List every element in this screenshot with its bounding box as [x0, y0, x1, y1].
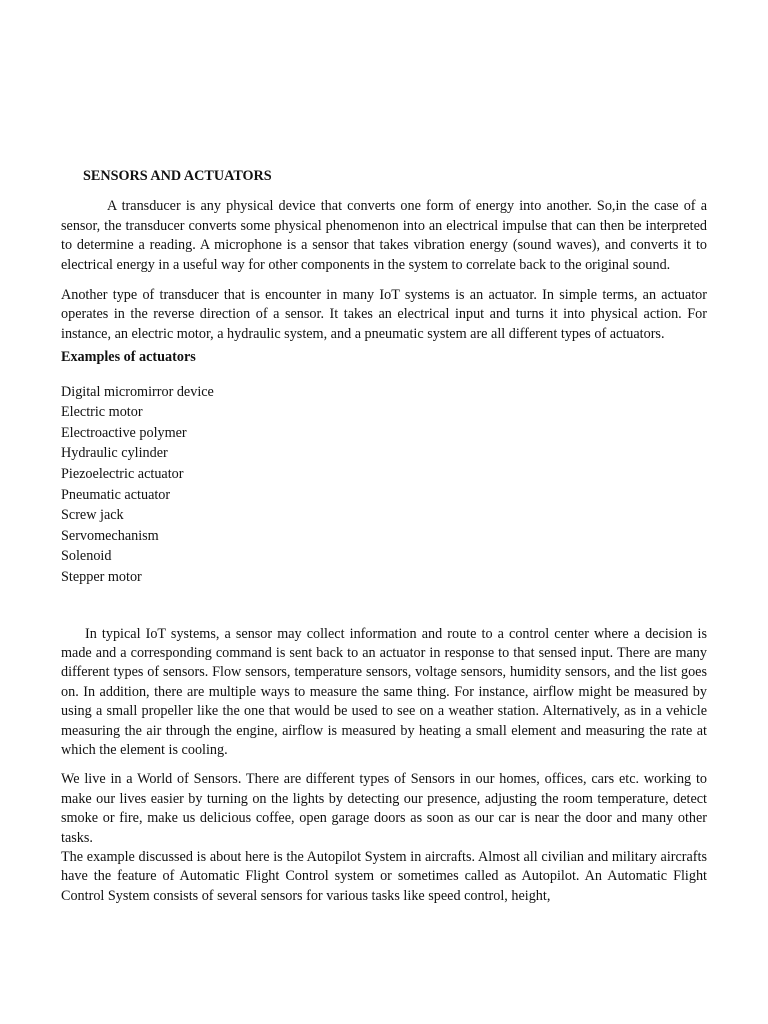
document-body	[61, 167, 707, 906]
examples-heading: Examples of actuators	[61, 349, 196, 366]
list-item: Solenoid	[61, 548, 112, 565]
list-item: Servomechanism	[61, 527, 159, 544]
paragraph-autopilot: The example discussed is about here is the Autopilot System in aircrafts. Almost all civilian and military aircrafts have the feature of Automatic Flight Control system or sometimes called as Autopilot. An Automatic Flight Control System consists of several sensors for various tasks like speed control, height,	[61, 849, 707, 904]
paragraph-iot-systems: In typical IoT systems, a sensor may collect information and route to a control center where a decision is made and a corresponding command is sent back to an actuator in response to that sensed input. There are many different types of sensors. Flow sensors, temperature sensors, voltage sensors, humidity sensors, and the list goes on. In addition, there are multiple ways to measure the same thing. For instance, airflow might be measured by using a small propeller like the one that would be used to see on a weather station. Alternatively, as in a vehicle measuring the air through the engine, airflow is measured by heating a small element and measuring the rate at which the element is cooling.	[61, 625, 707, 759]
paragraph-actuator: Another type of transducer that is encounter in many IoT systems is an actuator. In simple terms, an actuator operates in the reverse direction of a sensor. It takes an electrical input and turns it into physical action. For instance, an electric motor, a hydraulic system, and a pneumatic system are all different types of actuators.	[61, 287, 707, 342]
list-item: Electroactive polymer	[61, 424, 187, 441]
list-item: Hydraulic cylinder	[61, 445, 168, 462]
list-item: Stepper motor	[61, 569, 142, 585]
list-item: Electric motor	[61, 404, 143, 421]
list-item: Screw jack	[61, 507, 124, 524]
list-item: Pneumatic actuator	[61, 486, 171, 503]
list-item: Digital micromirror device	[61, 383, 214, 400]
actuator-examples-list	[61, 382, 707, 588]
section-heading: SENSORS AND ACTUATORS	[83, 168, 272, 184]
list-item: Piezoelectric actuator	[61, 466, 184, 483]
paragraph-transducer: A transducer is any physical device that converts one form of energy into another. So,in the case of a sensor, the transducer converts some physical phenomenon into an electrical impulse that can then be interpreted to determine a reading. A microphone is a sensor that takes vibration energy (sound waves), and converts it to electrical energy in a useful way for other components in the system to correlate back to the original sound.	[61, 198, 707, 273]
paragraph-world-of-sensors: We live in a World of Sensors. There are different types of Sensors in our homes, offices, cars etc. working to make our lives easier by turning on the lights by detecting our presence, adjusting the room temperature, detect smoke or fire, make us delicious coffee, open garage doors as soon as our car is near the door and many other tasks.	[61, 771, 707, 846]
